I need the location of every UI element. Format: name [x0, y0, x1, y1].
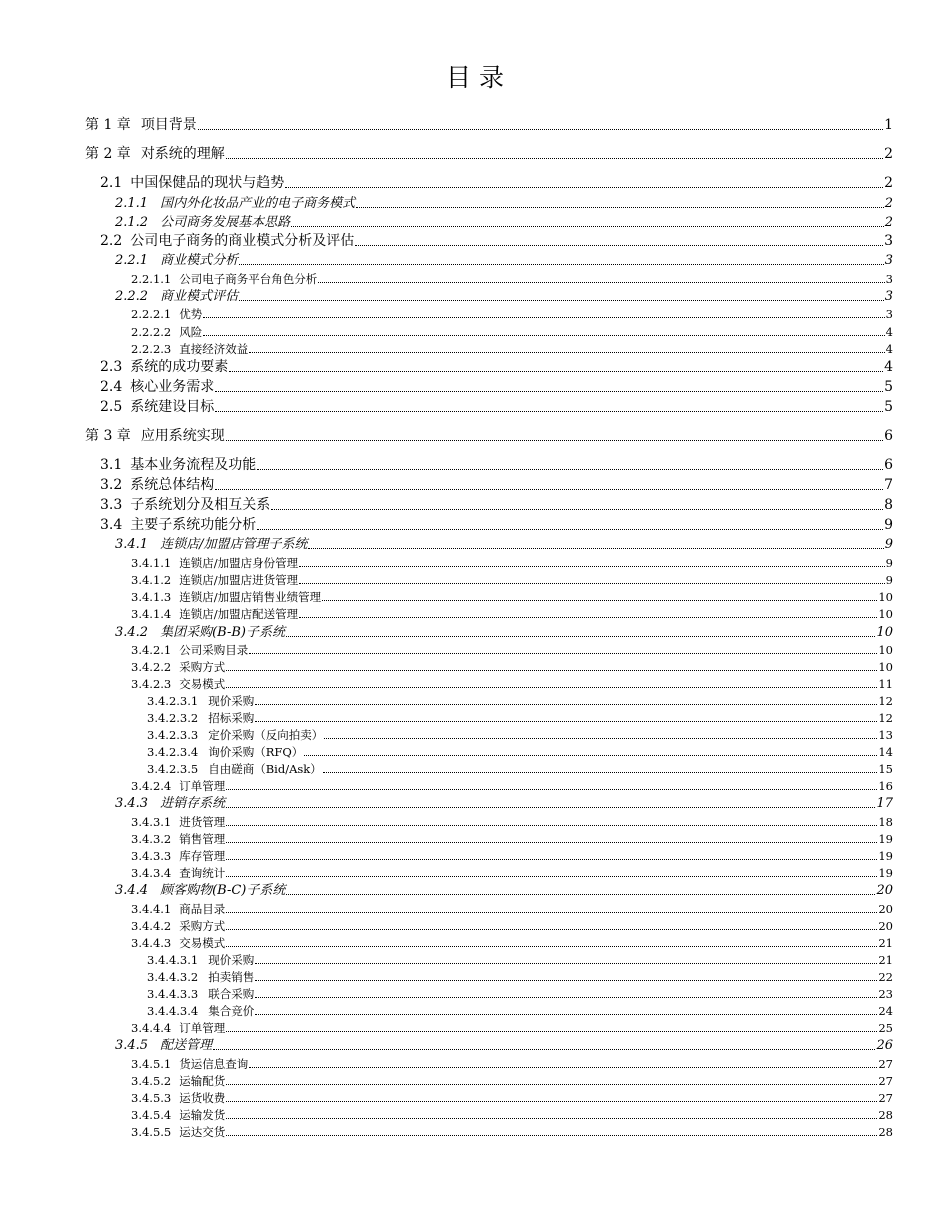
- toc-entry-label: 商业模式评估: [160, 289, 239, 304]
- toc-entry-number: 3.4.4.4: [131, 1020, 172, 1035]
- toc-entry[interactable]: [131, 865, 893, 880]
- toc-entry-label: 集团采购(B-B)子系统: [160, 625, 285, 640]
- toc-entry-label: 采购方式: [179, 918, 226, 933]
- toc-entry-number: 3.4.3.3: [131, 848, 172, 863]
- toc-entry-number: 3.4.1.1: [131, 555, 172, 570]
- toc-entry[interactable]: [131, 271, 893, 286]
- toc-entry-number: 2.2: [100, 233, 123, 249]
- toc-entry-page: 2: [884, 215, 893, 230]
- dot-leader: [203, 334, 884, 336]
- toc-entry-label: 交易模式: [179, 935, 226, 950]
- toc-entry[interactable]: [131, 848, 893, 863]
- dot-leader: [286, 635, 875, 637]
- toc-entry[interactable]: [100, 518, 893, 532]
- toc-entry-label: 进货管理: [179, 814, 226, 829]
- toc-entry-page: 10: [878, 606, 893, 621]
- toc-entry-label: 货运信息查询: [179, 1056, 249, 1071]
- toc-entry-page: 4: [884, 359, 893, 375]
- toc-entry-number: 3.4.2.3.4: [147, 744, 199, 759]
- toc-entry-label: 连锁店/加盟店身份管理: [179, 555, 299, 570]
- dot-leader: [226, 439, 883, 441]
- dot-leader: [323, 771, 878, 773]
- toc-entry-page: 4: [885, 341, 893, 356]
- dot-leader: [299, 582, 885, 584]
- toc-entry-label: 自由磋商（Bid/Ask）: [208, 761, 322, 776]
- toc-entry-label: 连锁店/加盟店管理子系统: [160, 537, 308, 552]
- toc-entry-label: 招标采购: [208, 710, 255, 725]
- dot-leader: [356, 206, 884, 208]
- toc-entry[interactable]: [131, 555, 893, 570]
- toc-entry[interactable]: [115, 1039, 893, 1052]
- toc-entry-page: 2: [884, 146, 893, 162]
- toc-entry-number: 3.4.3.1: [131, 814, 172, 829]
- toc-entry-number: 3.4.4.2: [131, 918, 172, 933]
- toc-entry-number: 2.2.2.1: [131, 306, 172, 321]
- toc-entry-number: 3.4.1: [115, 537, 149, 552]
- toc-entry-label: 子系统划分及相互关系: [130, 497, 271, 513]
- toc-entry-label: 直接经济效益: [179, 341, 249, 356]
- dot-leader: [215, 390, 883, 392]
- toc-entry[interactable]: [147, 761, 893, 776]
- toc-entry-label: 库存管理: [179, 848, 226, 863]
- toc-entry[interactable]: [115, 216, 893, 229]
- dot-leader: [229, 370, 883, 372]
- toc-entry-number: 3.4.5.2: [131, 1073, 172, 1088]
- toc-entry[interactable]: [147, 744, 893, 759]
- toc-entry-label: 查询统计: [179, 865, 226, 880]
- toc-entry-number: 3.4.1.3: [131, 589, 172, 604]
- toc-entry[interactable]: [147, 952, 893, 967]
- dot-leader: [257, 528, 883, 530]
- toc-entry[interactable]: [131, 589, 893, 604]
- toc-entry[interactable]: [131, 606, 893, 621]
- toc-entry[interactable]: [147, 1003, 893, 1018]
- toc-entry-page: 27: [878, 1056, 893, 1071]
- toc-entry-label: 国内外化妆品产业的电子商务模式: [160, 196, 356, 211]
- toc-entry[interactable]: [85, 429, 893, 443]
- toc-entry-number: 3.4.3: [115, 796, 149, 811]
- dot-leader: [226, 686, 877, 688]
- toc-entry-page: 12: [878, 693, 893, 708]
- dot-leader: [322, 599, 877, 601]
- toc-entry[interactable]: [100, 176, 893, 190]
- toc-entry-page: 24: [878, 1003, 893, 1018]
- toc-entry-number: 3.4.4.3.3: [147, 986, 199, 1001]
- toc-entry-number: 3.4.2.3.1: [147, 693, 199, 708]
- toc-entry-label: 项目背景: [140, 117, 197, 133]
- dot-leader: [255, 1013, 877, 1015]
- toc-entry-number: 3.4.2.3.2: [147, 710, 199, 725]
- toc-entry[interactable]: [131, 341, 893, 356]
- toc-entry-page: 8: [884, 497, 893, 513]
- toc-entry-page: 3: [884, 289, 893, 304]
- toc-entry-number: 3.4.5.1: [131, 1056, 172, 1071]
- toc-entry-label: 优势: [179, 306, 203, 321]
- toc-entry-page: 4: [885, 324, 893, 339]
- toc-entry-number: 2.2.2.3: [131, 341, 172, 356]
- toc-entry[interactable]: [131, 1107, 893, 1122]
- toc-entry-page: 23: [878, 986, 893, 1001]
- dot-leader: [318, 281, 884, 283]
- toc-entry[interactable]: [131, 1020, 893, 1035]
- toc-entry-page: 21: [878, 935, 893, 950]
- toc-entry-label: 进销存系统: [160, 796, 226, 811]
- toc-entry[interactable]: [115, 797, 893, 810]
- toc-entry-number: 第 2 章: [85, 146, 131, 162]
- dot-leader: [324, 737, 877, 739]
- toc-entry-number: 2.2.1.1: [131, 271, 172, 286]
- toc-entry-number: 3.4.5.5: [131, 1124, 172, 1139]
- dot-leader: [226, 1100, 877, 1102]
- dot-leader: [249, 1066, 877, 1068]
- toc-entry-page: 10: [876, 625, 893, 640]
- dot-leader: [239, 263, 884, 265]
- toc-entry-page: 10: [878, 589, 893, 604]
- toc-entry-number: 2.4: [100, 379, 123, 395]
- toc-entry-label: 顾客购物(B-C)子系统: [160, 883, 286, 898]
- toc-entry[interactable]: [85, 118, 893, 132]
- dot-leader: [215, 410, 883, 412]
- toc-entry-label: 系统的成功要素: [130, 359, 229, 375]
- toc-entry-page: 13: [878, 727, 893, 742]
- toc-entry-number: 3.4.5: [115, 1038, 149, 1053]
- toc-entry-page: 3: [884, 233, 893, 249]
- toc-entry-page: 3: [884, 253, 893, 268]
- toc-entry[interactable]: [131, 1124, 893, 1139]
- toc-entry-page: 20: [876, 883, 893, 898]
- toc-entry-number: 3.4.2.3.3: [147, 727, 199, 742]
- toc-entry[interactable]: [131, 901, 893, 916]
- toc-entry-label: 主要子系统功能分析: [130, 517, 257, 533]
- toc-entry[interactable]: [131, 1090, 893, 1105]
- toc-entry-label: 交易模式: [179, 676, 226, 691]
- dot-leader: [355, 244, 883, 246]
- toc-entry-page: 25: [878, 1020, 893, 1035]
- toc-entry[interactable]: [131, 778, 893, 793]
- toc-entry-number: 2.1.1: [115, 196, 149, 211]
- toc-entry-label: 商业模式分析: [160, 253, 239, 268]
- dot-leader: [215, 488, 883, 490]
- toc-entry-page: 5: [884, 399, 893, 415]
- dot-leader: [257, 468, 883, 470]
- toc-entry-page: 17: [876, 796, 893, 811]
- toc-entry-page: 27: [878, 1073, 893, 1088]
- toc-entry-page: 14: [878, 744, 893, 759]
- toc-entry[interactable]: [147, 986, 893, 1001]
- toc-entry[interactable]: [131, 935, 893, 950]
- dot-leader: [226, 875, 877, 877]
- toc-entry[interactable]: [131, 831, 893, 846]
- dot-leader: [249, 652, 877, 654]
- toc-entry[interactable]: [115, 290, 893, 303]
- toc-entry-page: 9: [885, 555, 893, 570]
- dot-leader: [226, 928, 877, 930]
- toc-entry-number: 2.3: [100, 359, 123, 375]
- toc-entry-number: 3.4: [100, 517, 123, 533]
- toc-entry-page: 28: [878, 1107, 893, 1122]
- toc-entry-number: 3.4.2.2: [131, 659, 172, 674]
- toc-entry-page: 12: [878, 710, 893, 725]
- toc-entry-number: 3.1: [100, 457, 123, 473]
- toc-entry-page: 2: [884, 175, 893, 191]
- toc-entry[interactable]: [131, 918, 893, 933]
- toc-entry-page: 15: [878, 761, 893, 776]
- dot-leader: [239, 299, 884, 301]
- toc-entry-page: 9: [885, 572, 893, 587]
- dot-leader: [226, 911, 877, 913]
- toc-entry-number: 第 1 章: [85, 117, 131, 133]
- toc-entry-label: 拍卖销售: [208, 969, 255, 984]
- toc-entry-number: 3.4.4: [115, 883, 149, 898]
- toc-entry-label: 公司电子商务平台角色分析: [179, 271, 318, 286]
- dot-leader: [203, 316, 884, 318]
- toc-entry[interactable]: [85, 147, 893, 161]
- toc-entry-page: 20: [878, 918, 893, 933]
- toc-entry-label: 中国保健品的现状与趋势: [130, 175, 285, 191]
- toc-entry-number: 3.4.2.1: [131, 642, 172, 657]
- toc-entry[interactable]: [100, 234, 893, 248]
- dot-leader: [226, 858, 877, 860]
- toc-entry[interactable]: [100, 458, 893, 472]
- toc-entry-label: 采购方式: [179, 659, 226, 674]
- dot-leader: [226, 1030, 877, 1032]
- toc-entry-number: 2.2.2: [115, 289, 149, 304]
- toc-entry-page: 10: [878, 642, 893, 657]
- toc-entry-label: 现价采购: [208, 693, 255, 708]
- dot-leader: [255, 996, 877, 998]
- dot-leader: [226, 824, 877, 826]
- toc-entry-page: 22: [878, 969, 893, 984]
- toc-entry-page: 28: [878, 1124, 893, 1139]
- toc-entry-page: 9: [884, 537, 893, 552]
- dot-leader: [226, 806, 875, 808]
- toc-entry-page: 18: [878, 814, 893, 829]
- toc-entry-number: 3.4.2: [115, 625, 149, 640]
- toc-entry-label: 连锁店/加盟店配送管理: [179, 606, 299, 621]
- toc-entry-label: 连锁店/加盟店销售业绩管理: [179, 589, 322, 604]
- toc-entry-label: 系统总体结构: [130, 477, 215, 493]
- toc-entry-label: 订单管理: [179, 1020, 226, 1035]
- dot-leader: [299, 565, 885, 567]
- toc-entry-page: 6: [884, 428, 893, 444]
- toc-entry[interactable]: [131, 642, 893, 657]
- toc-entry-number: 3.4.2.3.5: [147, 761, 199, 776]
- toc-entry-label: 现价采购: [208, 952, 255, 967]
- toc-entry-label: 集合竞价: [208, 1003, 255, 1018]
- toc-entry-label: 配送管理: [160, 1038, 213, 1053]
- toc-entry-page: 27: [878, 1090, 893, 1105]
- toc-entry[interactable]: [115, 626, 893, 639]
- toc-entry-number: 3.4.2.4: [131, 778, 172, 793]
- toc-entry-page: 19: [878, 865, 893, 880]
- toc-entry-number: 第 3 章: [85, 428, 131, 444]
- toc-entry-label: 连锁店/加盟店进货管理: [179, 572, 299, 587]
- toc-entry-page: 19: [878, 848, 893, 863]
- dot-leader: [226, 669, 877, 671]
- toc-entry-number: 2.1: [100, 175, 123, 191]
- dot-leader: [213, 1048, 875, 1050]
- toc-entry-page: 3: [885, 306, 893, 321]
- toc-entry[interactable]: [115, 884, 893, 897]
- toc-entry-number: 3.4.4.3.1: [147, 952, 199, 967]
- toc-entry-label: 联合采购: [208, 986, 255, 1001]
- toc-entry-label: 运输发货: [179, 1107, 226, 1122]
- dot-leader: [308, 547, 883, 549]
- toc-entry[interactable]: [131, 1056, 893, 1071]
- toc-entry-label: 风险: [179, 324, 203, 339]
- toc-entry-number: 2.1.2: [115, 215, 149, 230]
- toc-entry-number: 3.3: [100, 497, 123, 513]
- toc-entry-page: 26: [876, 1038, 893, 1053]
- toc-entry-number: 3.4.5.4: [131, 1107, 172, 1122]
- toc-entry[interactable]: [147, 969, 893, 984]
- toc-entry-page: 3: [885, 271, 893, 286]
- toc-entry-number: 3.2: [100, 477, 123, 493]
- dot-leader: [255, 720, 877, 722]
- toc-entry[interactable]: [115, 197, 893, 210]
- toc-entry-number: 3.4.3.2: [131, 831, 172, 846]
- toc-entry-number: 3.4.2.3: [131, 676, 172, 691]
- dot-leader: [226, 1134, 877, 1136]
- toc-entry-number: 3.4.3.4: [131, 865, 172, 880]
- toc-entry-page: 19: [878, 831, 893, 846]
- dot-leader: [299, 616, 877, 618]
- toc-entry-number: 3.4.5.3: [131, 1090, 172, 1105]
- toc-entry[interactable]: [131, 1073, 893, 1088]
- dot-leader: [226, 1083, 877, 1085]
- dot-leader: [198, 128, 883, 130]
- toc-entry-label: 销售管理: [179, 831, 226, 846]
- dot-leader: [249, 351, 884, 353]
- toc-entry[interactable]: [100, 478, 893, 492]
- toc-entry-label: 公司采购目录: [179, 642, 249, 657]
- toc-entry[interactable]: [100, 498, 893, 512]
- dot-leader: [291, 225, 884, 227]
- toc-entry[interactable]: [100, 380, 893, 394]
- toc-entry[interactable]: [131, 324, 893, 339]
- toc-entry-number: 2.5: [100, 399, 123, 415]
- toc-entry-page: 7: [884, 477, 893, 493]
- toc-entry-label: 应用系统实现: [140, 428, 225, 444]
- toc-entry-label: 运达交货: [179, 1124, 226, 1139]
- toc-entry-number: 2.2.1: [115, 253, 149, 268]
- toc-entry-page: 5: [884, 379, 893, 395]
- toc-entry[interactable]: [131, 676, 893, 691]
- toc-entry[interactable]: [131, 306, 893, 321]
- toc-entry-page: 11: [878, 676, 893, 691]
- toc-entry-label: 对系统的理解: [140, 146, 225, 162]
- toc-entry-number: 3.4.1.4: [131, 606, 172, 621]
- dot-leader: [285, 186, 883, 188]
- toc-entry-label: 系统建设目标: [130, 399, 215, 415]
- toc-entry-page: 20: [878, 901, 893, 916]
- toc-entry[interactable]: [131, 572, 893, 587]
- toc-entry[interactable]: [131, 659, 893, 674]
- toc-entry[interactable]: [100, 400, 893, 414]
- toc-entry-number: 3.4.4.3: [131, 935, 172, 950]
- toc-entry[interactable]: [147, 710, 893, 725]
- toc-entry-number: 3.4.4.1: [131, 901, 172, 916]
- dot-leader: [226, 788, 877, 790]
- toc-entry-label: 商品目录: [179, 901, 226, 916]
- toc-entry-number: 3.4.4.3.2: [147, 969, 199, 984]
- toc-entry-page: 1: [884, 117, 893, 133]
- toc-entry[interactable]: [115, 254, 893, 267]
- toc-entry-label: 运输配货: [179, 1073, 226, 1088]
- toc-entry-number: 3.4.4.3.4: [147, 1003, 199, 1018]
- dot-leader: [226, 1117, 877, 1119]
- toc-entry[interactable]: [147, 727, 893, 742]
- dot-leader: [226, 945, 877, 947]
- toc-entry-label: 公司商务发展基本思路: [160, 215, 291, 230]
- toc-entry-label: 询价采购（RFQ）: [208, 744, 304, 759]
- toc-entry[interactable]: [131, 814, 893, 829]
- toc-entry-label: 定价采购（反向拍卖）: [208, 727, 324, 742]
- toc-entry-page: 9: [884, 517, 893, 533]
- toc-entry-number: 2.2.2.2: [131, 324, 172, 339]
- toc-entry[interactable]: [147, 693, 893, 708]
- dot-leader: [255, 962, 877, 964]
- toc-entry-page: 10: [878, 659, 893, 674]
- dot-leader: [271, 508, 883, 510]
- dot-leader: [304, 754, 877, 756]
- toc-entry-number: 3.4.1.2: [131, 572, 172, 587]
- toc-entry-label: 运货收费: [179, 1090, 226, 1105]
- toc-entry-page: 21: [878, 952, 893, 967]
- toc-entry[interactable]: [115, 538, 893, 551]
- toc-entry-label: 公司电子商务的商业模式分析及评估: [130, 233, 355, 249]
- toc-entry[interactable]: [100, 360, 893, 374]
- toc-entry-page: 2: [884, 196, 893, 211]
- dot-leader: [286, 893, 875, 895]
- toc-entry-page: 16: [878, 778, 893, 793]
- toc-entry-label: 核心业务需求: [130, 379, 215, 395]
- toc-entry-label: 基本业务流程及功能: [130, 457, 257, 473]
- dot-leader: [226, 157, 883, 159]
- toc-entry-label: 订单管理: [179, 778, 226, 793]
- toc-entry-page: 6: [884, 457, 893, 473]
- dot-leader: [255, 979, 877, 981]
- dot-leader: [226, 841, 877, 843]
- page-title: 目 录: [446, 63, 504, 92]
- dot-leader: [255, 703, 877, 705]
